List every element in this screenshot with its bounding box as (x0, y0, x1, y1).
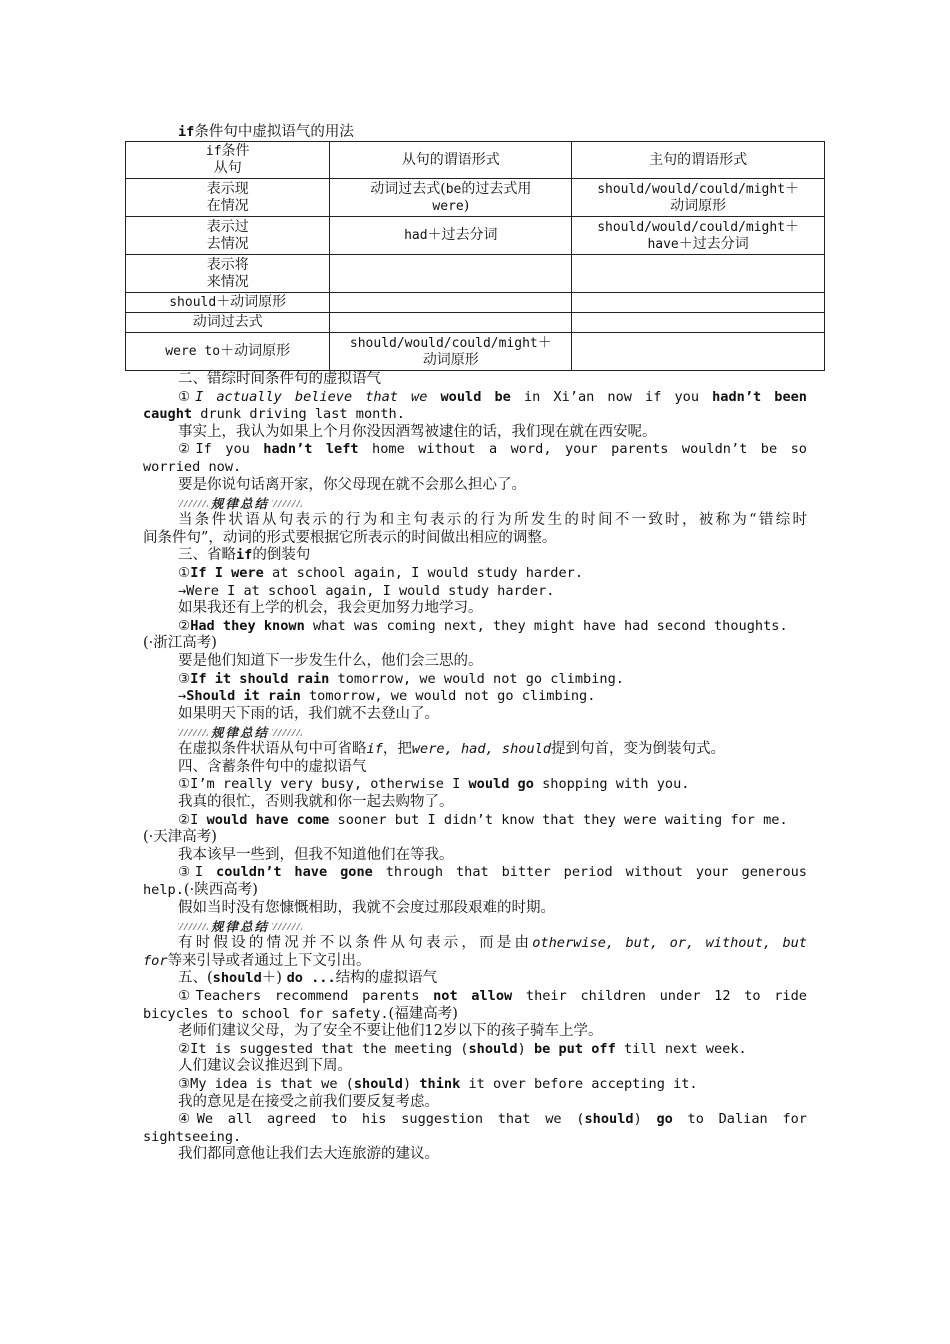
section-5-title: 五、(should＋) do ...结构的虚拟语气 (178, 970, 438, 987)
source-note: (·天津高考) (143, 829, 217, 846)
example-sentence-cont: help.(·陕西高考) (143, 882, 258, 899)
table-cell: 表示现 在情况 (126, 179, 330, 217)
section-3-title: 三、省略if的倒装句 (178, 547, 311, 564)
table-header-row (126, 142, 825, 179)
table-row (126, 217, 825, 255)
table-cell: 动词过去式 (126, 313, 330, 333)
example-sentence: ②I would have come sooner but I didn’t know that they were waiting for me. (178, 811, 788, 828)
rule-text-cont: 间条件句”，动词的形式要根据它所表示的时间做出相应的调整。 (143, 529, 557, 546)
example-sentence: ②It is suggested that the meeting (should) be put off till next week. (178, 1040, 747, 1057)
translation: 我本该早一些到，但我不知道他们在等我。 (178, 846, 454, 863)
table-row (126, 333, 825, 371)
table-cell (330, 313, 572, 333)
table-cell: 表示过 去情况 (126, 217, 330, 255)
table-cell (330, 255, 572, 293)
rule-summary-tag (143, 917, 807, 935)
rule-text: 当条件状语从句表示的行为和主句表示的行为所发生的时间不一致时，被称为“错综时 (178, 512, 807, 529)
translation: 我的意见是在接受之前我们要反复考虑。 (178, 1093, 439, 1110)
example-sentence: ①If I were at school again, I would study harder. (178, 564, 584, 581)
table-cell (572, 313, 825, 333)
rule-summary-tag (143, 494, 807, 512)
table-row (126, 179, 825, 217)
example-sentence-cont: worried now. (143, 458, 242, 475)
example-sentence: ②Had they known what was coming next, they might have had second thoughts. (178, 617, 788, 634)
example-sentence-cont: caught drunk driving last month. (143, 406, 405, 423)
table-cell (572, 293, 825, 313)
rule-text-cont: for等来引导或者通过上下文引出。 (143, 952, 371, 969)
translation: 如果明天下雨的话，我们就不去登山了。 (178, 705, 439, 722)
example-sentence: ①I actually believe that we would be in Xi’an now if you hadn’t been (178, 388, 807, 405)
example-sentence-cont: sightseeing. (143, 1128, 242, 1145)
table-row (126, 313, 825, 333)
table-cell (572, 333, 825, 371)
hatch-decoration (178, 729, 208, 736)
translation: 假如当时没有您慷慨相助，我就不会度过那段艰难的时期。 (178, 899, 555, 916)
rule-summary-label: 规律总结 (211, 725, 270, 741)
table-cell: should/would/could/might＋ 动词原形 (330, 333, 572, 371)
example-sentence: ①Teachers recommend parents not allow their children under 12 to ride (178, 988, 807, 1004)
source-note: (·浙江高考) (143, 635, 217, 652)
rule-summary-label: 规律总结 (211, 919, 270, 935)
table-title-keyword: if (178, 124, 195, 140)
table-row (126, 293, 825, 313)
rule-text: 在虚拟条件状语从句中可省略if，把were, had, should提到句首，变为倒装句式。 (178, 741, 726, 758)
example-sentence: ②If you hadn’t left home without a word, your parents wouldn’t be so (178, 441, 807, 458)
example-sentence: ③I couldn’t have gone through that bitter period without your generous (178, 864, 807, 881)
translation: 事实上，我认为如果上个月你没因酒驾被逮住的话，我们现在就在西安呢。 (178, 423, 657, 440)
hatch-decoration (178, 500, 208, 507)
table-cell: should＋动词原形 (126, 293, 330, 313)
example-sentence: ①I’m really very busy, otherwise I would go shopping with you. (178, 776, 690, 793)
table-title (143, 124, 807, 141)
table-cell: were to＋动词原形 (126, 333, 330, 371)
header-cell-condition: if条件 从句 (126, 142, 330, 179)
section-4-title: 四、含蓄条件句中的虚拟语气 (178, 758, 367, 775)
translation: 要是他们知道下一步发生什么，他们会三思的。 (178, 652, 483, 669)
hatch-decoration (272, 500, 302, 507)
hatch-decoration (178, 923, 208, 930)
header-cell-clause-form: 从句的谓语形式 (330, 142, 572, 179)
table-cell (572, 255, 825, 293)
translation: 我真的很忙，否则我就和你一起去购物了。 (178, 794, 454, 811)
table-cell (330, 293, 572, 313)
translation: 老师们建议父母，为了安全不要让他们12岁以下的孩子骑车上学。 (178, 1023, 603, 1040)
table-cell: 表示将 来情况 (126, 255, 330, 293)
translation: 要是你说句话离开家，你父母现在就不会那么担心了。 (178, 476, 526, 493)
translation: 人们建议会议推迟到下周。 (178, 1058, 352, 1075)
subjunctive-table (125, 141, 825, 371)
hatch-decoration (272, 729, 302, 736)
section-2-title: 二、错综时间条件句的虚拟语气 (178, 371, 381, 387)
table-title-text: 条件句中虚拟语气的用法 (194, 124, 354, 140)
example-sentence-cont: bicycles to school for safety.(福建高考) (143, 1005, 458, 1022)
example-sentence: ③My idea is that we (should) think it over before accepting it. (178, 1075, 698, 1092)
rule-summary-tag (143, 723, 807, 741)
header-cell-main-form: 主句的谓语形式 (572, 142, 825, 179)
hatch-decoration (272, 923, 302, 930)
translation: 我们都同意他让我们去大连旅游的建议。 (178, 1146, 439, 1163)
document-page (143, 124, 807, 1164)
example-sentence: →Should it rain tomorrow, we would not go climbing. (178, 688, 596, 705)
example-sentence: →Were I at school again, I would study harder. (178, 582, 555, 599)
table-cell: had＋过去分词 (330, 217, 572, 255)
translation: 如果我还有上学的机会，我会更加努力地学习。 (178, 600, 483, 617)
table-cell: 动词过去式(be的过去式用 were) (330, 179, 572, 217)
table-row (126, 255, 825, 293)
rule-summary-label: 规律总结 (211, 496, 270, 512)
table-cell: should/would/could/might＋ 动词原形 (572, 179, 825, 217)
table-cell: should/would/could/might＋ have＋过去分词 (572, 217, 825, 255)
example-sentence: ③If it should rain tomorrow, we would not go climbing. (178, 670, 624, 687)
example-sentence: ④We all agreed to his suggestion that we (should) go to Dalian for (178, 1111, 807, 1128)
rule-text: 有时假设的情况并不以条件从句表示，而是由otherwise, but, or, without, but (178, 935, 807, 952)
